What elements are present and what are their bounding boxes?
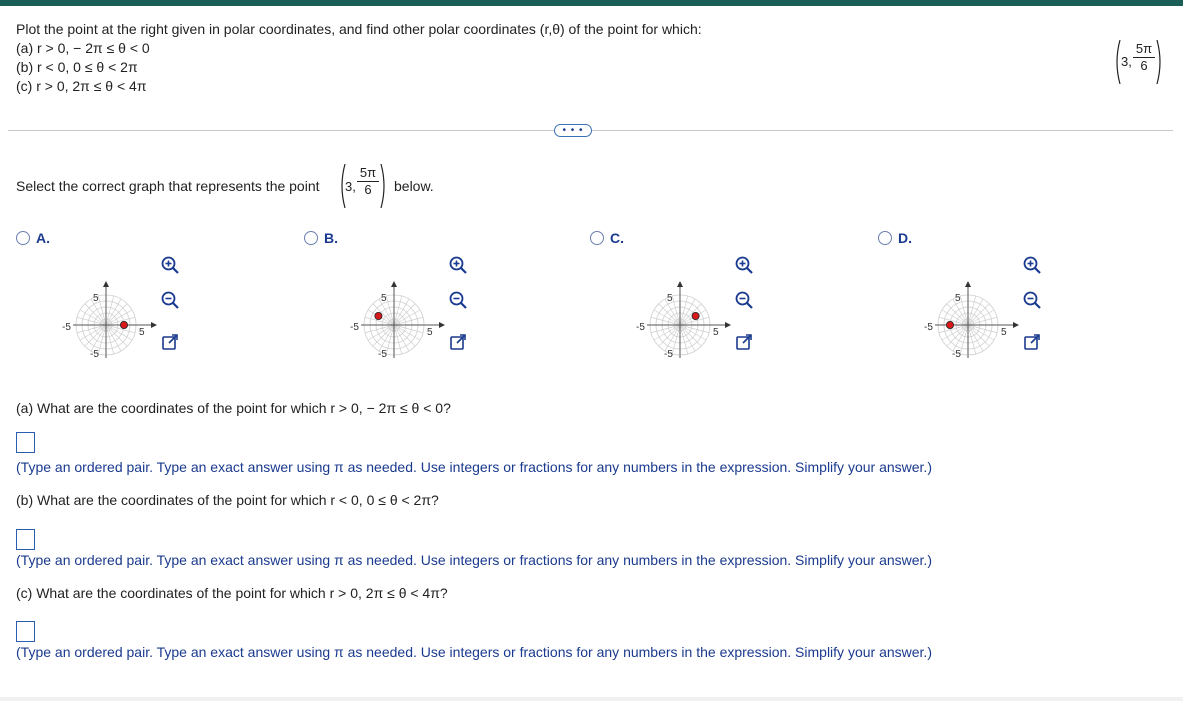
popout-icon[interactable]	[734, 332, 754, 352]
option-radio[interactable]	[16, 231, 30, 245]
zoom-out-icon[interactable]	[1022, 290, 1042, 310]
y-axis-arrow	[677, 281, 683, 287]
y-axis-arrow	[965, 281, 971, 287]
plotted-point	[946, 321, 953, 328]
y-axis-arrow	[103, 281, 109, 287]
y-min-label: -5	[378, 349, 387, 360]
x-max-label: 5	[427, 327, 433, 338]
fraction-denominator: 6	[364, 182, 372, 197]
plotted-point	[120, 321, 127, 328]
y-max-label: 5	[381, 293, 387, 304]
bottom-border	[0, 697, 1183, 701]
x-axis-arrow	[1013, 322, 1019, 328]
zoom-in-icon[interactable]	[448, 255, 468, 275]
instruction-a: (Type an ordered pair. Type an exact answer using π as needed. Use integers or fractions for any numbers in the expression. Simplify your answer.)	[16, 459, 932, 475]
question-a: (a) What are the coordinates of the point for which r > 0, − 2π ≤ θ < 0?	[16, 400, 451, 416]
question-c: (c) What are the coordinates of the point for which r > 0, 2π ≤ θ < 4π?	[16, 585, 448, 601]
answer-input-b[interactable]	[16, 529, 35, 550]
popout-icon[interactable]	[160, 332, 180, 352]
point-theta-fraction	[1133, 42, 1155, 73]
plotted-point	[375, 312, 382, 319]
option-radio[interactable]	[590, 231, 604, 245]
x-max-label: 5	[1001, 327, 1007, 338]
x-min-label: -5	[636, 322, 645, 333]
x-min-label: -5	[350, 322, 359, 333]
polar-graph[interactable]	[612, 253, 722, 360]
option-label: A.	[36, 230, 50, 246]
zoom-out-icon[interactable]	[160, 290, 180, 310]
fraction-numerator: 5π	[359, 165, 377, 180]
problem-intro: Plot the point at the right given in polar coordinates, and find other polar coordinates (r,θ) of the point for which:	[16, 21, 702, 37]
answer-input-a[interactable]	[16, 432, 35, 453]
x-axis-arrow	[725, 322, 731, 328]
answer-input-c[interactable]	[16, 621, 35, 642]
x-axis-arrow	[439, 322, 445, 328]
right-paren	[379, 162, 389, 210]
zoom-in-icon[interactable]	[1022, 255, 1042, 275]
top-bar	[0, 0, 1183, 6]
condition-b: (b) r < 0, 0 ≤ θ < 2π	[16, 59, 138, 75]
option-radio[interactable]	[878, 231, 892, 245]
option-label: D.	[898, 230, 912, 246]
zoom-in-icon[interactable]	[160, 255, 180, 275]
point-theta-fraction	[357, 166, 379, 197]
x-max-label: 5	[713, 327, 719, 338]
x-min-label: -5	[62, 322, 71, 333]
plotted-point	[692, 312, 699, 319]
condition-c: (c) r > 0, 2π ≤ θ < 4π	[16, 78, 147, 94]
select-prompt-after: below.	[394, 178, 434, 194]
point-r: 3,	[345, 179, 356, 194]
polar-graph[interactable]	[38, 253, 148, 360]
point-r: 3,	[1121, 54, 1132, 69]
question-b: (b) What are the coordinates of the point for which r < 0, 0 ≤ θ < 2π?	[16, 492, 439, 508]
option-label: B.	[324, 230, 338, 246]
condition-a: (a) r > 0, − 2π ≤ θ < 0	[16, 40, 150, 56]
option-radio[interactable]	[304, 231, 318, 245]
right-paren	[1155, 38, 1165, 86]
popout-icon[interactable]	[448, 332, 468, 352]
zoom-in-icon[interactable]	[734, 255, 754, 275]
instruction-b: (Type an ordered pair. Type an exact answer using π as needed. Use integers or fractions for any numbers in the expression. Simplify your answer.)	[16, 552, 932, 568]
y-min-label: -5	[90, 349, 99, 360]
instruction-c: (Type an ordered pair. Type an exact answer using π as needed. Use integers or fractions for any numbers in the expression. Simplify your answer.)	[16, 644, 932, 660]
more-button[interactable]	[554, 124, 592, 137]
option-label: C.	[610, 230, 624, 246]
y-min-label: -5	[664, 349, 673, 360]
y-axis-arrow	[391, 281, 397, 287]
y-max-label: 5	[667, 293, 673, 304]
y-max-label: 5	[93, 293, 99, 304]
x-min-label: -5	[924, 322, 933, 333]
y-min-label: -5	[952, 349, 961, 360]
select-prompt: Select the correct graph that represents the point	[16, 178, 320, 194]
fraction-denominator: 6	[1140, 58, 1148, 73]
y-max-label: 5	[955, 293, 961, 304]
polar-graph[interactable]	[326, 253, 436, 360]
popout-icon[interactable]	[1022, 332, 1042, 352]
zoom-out-icon[interactable]	[448, 290, 468, 310]
x-axis-arrow	[151, 322, 157, 328]
zoom-out-icon[interactable]	[734, 290, 754, 310]
fraction-numerator: 5π	[1135, 41, 1153, 56]
polar-graph[interactable]	[900, 253, 1010, 360]
x-max-label: 5	[139, 327, 145, 338]
more-button-label: • • •	[562, 124, 584, 136]
